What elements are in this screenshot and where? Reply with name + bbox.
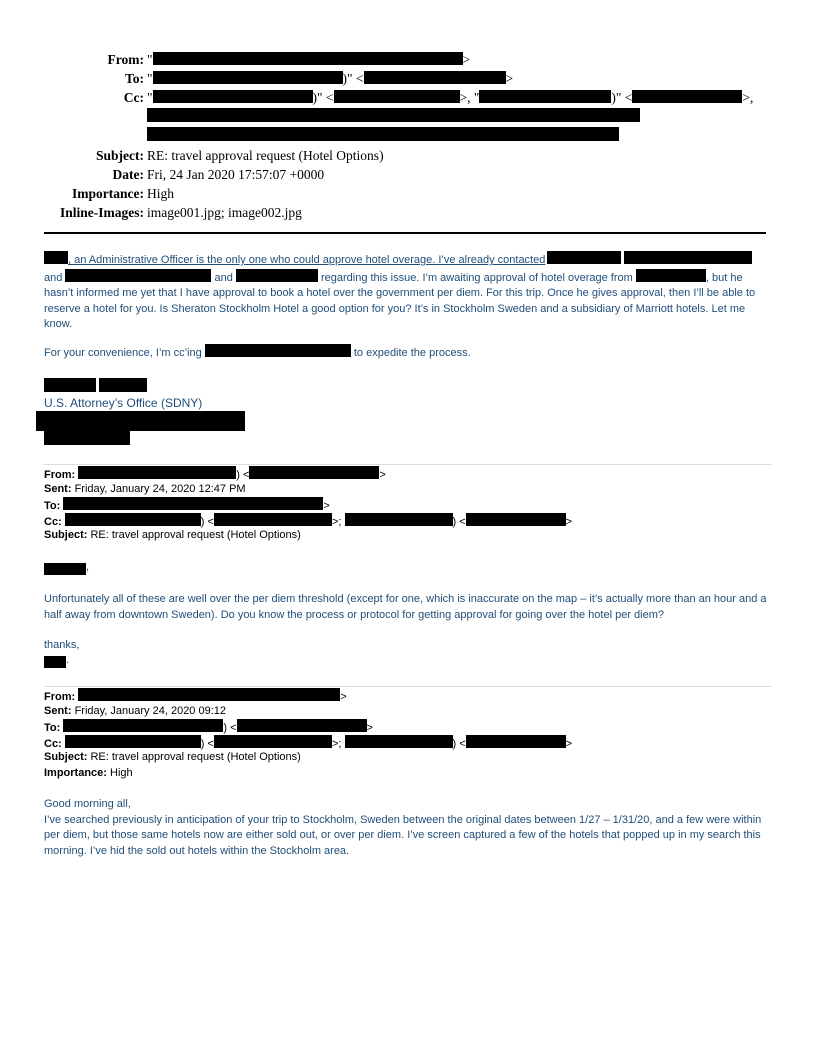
- redaction: [65, 735, 201, 748]
- redaction: [236, 269, 318, 282]
- inline-images-label: Inline-Images:: [60, 205, 144, 220]
- header-importance-row: [0, 184, 816, 203]
- importance-value: High: [147, 186, 174, 201]
- redaction: [153, 71, 343, 84]
- email-header: [0, 50, 816, 222]
- redaction: [44, 251, 68, 264]
- date-label: Date:: [112, 167, 144, 182]
- from-label: From:: [107, 52, 144, 67]
- reply-paragraph-1: , an Administrative Officer is the only one who could approve hotel overage. I’ve already contacted and and regarding this issue. I’m awaiting approval of hotel overage from , but he hasn’t informed me yet that I have approval to book a hotel over the government per diem. For this trip. Once he gives approval, then I’ll be able to reserve a hotel for you. Is Sheraton Stockholm Hotel a good option for you? It’s in Stockholm Sweden and a subsidiary of Marriott hotels. Let me know.: [44, 251, 772, 333]
- redaction: [65, 269, 211, 282]
- redaction: [99, 378, 147, 392]
- redaction: [44, 378, 96, 392]
- redaction: [63, 497, 323, 510]
- redaction: [547, 251, 621, 264]
- message-separator: [44, 464, 772, 465]
- header-subject-row: [0, 146, 816, 165]
- signature-org: U.S. Attorney’s Office (SDNY): [44, 396, 203, 410]
- redaction: [147, 127, 619, 141]
- subject-value: RE: travel approval request (Hotel Options): [147, 148, 384, 163]
- reply-paragraph-2: For your convenience, I’m cc’ing to expedite the process.: [44, 344, 772, 362]
- quoted-message-2-body: Unfortunately all of these are well over the per diem threshold (except for one, which is inaccurate on the map – it’s actually more than an hour and a half away from downtown Sweden). Do you know the process or protocol for getting approval for going over the hotel per diem?: [44, 593, 767, 621]
- cc-label: Cc:: [123, 90, 144, 105]
- message-separator: [44, 686, 772, 687]
- redaction: [466, 513, 566, 526]
- quoted-message-3-body: Good morning all, I’ve searched previously in anticipation of your trip to Stockholm, Sweden between the original dates between 1/27 – 1/31/20, and a few were within per diem, but those same hotels now are either sold out, or over per diem. I’ve screen captured a few of the hotels that popped up in my search this morning. I’ve hid the sold out hotels within the Stockholm area.: [44, 798, 762, 857]
- subject-label: Subject:: [96, 148, 144, 163]
- redaction: [147, 108, 640, 122]
- redaction: [466, 735, 566, 748]
- header-from-row: From: " >: [107, 52, 471, 67]
- redaction: [249, 466, 379, 479]
- redaction: [153, 90, 313, 103]
- importance-label: Importance:: [72, 186, 144, 201]
- redaction: [636, 269, 706, 282]
- header-to-row: To: " )" < >: [124, 71, 514, 86]
- redaction: [153, 52, 463, 65]
- header-inline-images-row: [0, 203, 816, 222]
- redaction: [44, 431, 130, 445]
- quoted-message-3-header: From: > Sent: Friday, January 24, 2020 09:12 To: ) < > Cc: ) < >; ) < > Subject: RE: travel approval request (Hotel Options) Importance: High: [44, 688, 572, 782]
- redaction: [237, 719, 367, 732]
- redaction: [334, 90, 460, 103]
- redaction: [36, 411, 245, 431]
- redaction: [345, 735, 453, 748]
- redaction: [345, 513, 453, 526]
- redaction: [624, 251, 752, 264]
- quoted-message-2-closing: thanks,: [44, 639, 80, 651]
- redaction: [63, 719, 223, 732]
- redaction: [364, 71, 506, 84]
- redaction: [214, 513, 332, 526]
- header-cc-row: Cc: " )" < >, " )" < >,: [0, 88, 816, 146]
- to-label: To:: [124, 71, 144, 86]
- quoted-message-2-header: From: ) < > Sent: Friday, January 24, 2020 12:47 PM To: > Cc: ) < >; ) < > Subject: RE: travel approval request (Hotel Options): [44, 466, 572, 544]
- header-date-row: [0, 165, 816, 184]
- redaction: [44, 563, 86, 575]
- redaction: [44, 656, 66, 668]
- redaction: [205, 344, 351, 357]
- inline-images-value: image001.jpg; image002.jpg: [147, 205, 302, 220]
- redaction: [65, 513, 201, 526]
- header-divider: [44, 232, 766, 234]
- redaction: [479, 90, 611, 103]
- redaction: [632, 90, 742, 103]
- redaction: [78, 688, 340, 701]
- redaction: [214, 735, 332, 748]
- redaction: [78, 466, 236, 479]
- date-value: Fri, 24 Jan 2020 17:57:07 +0000: [147, 167, 325, 182]
